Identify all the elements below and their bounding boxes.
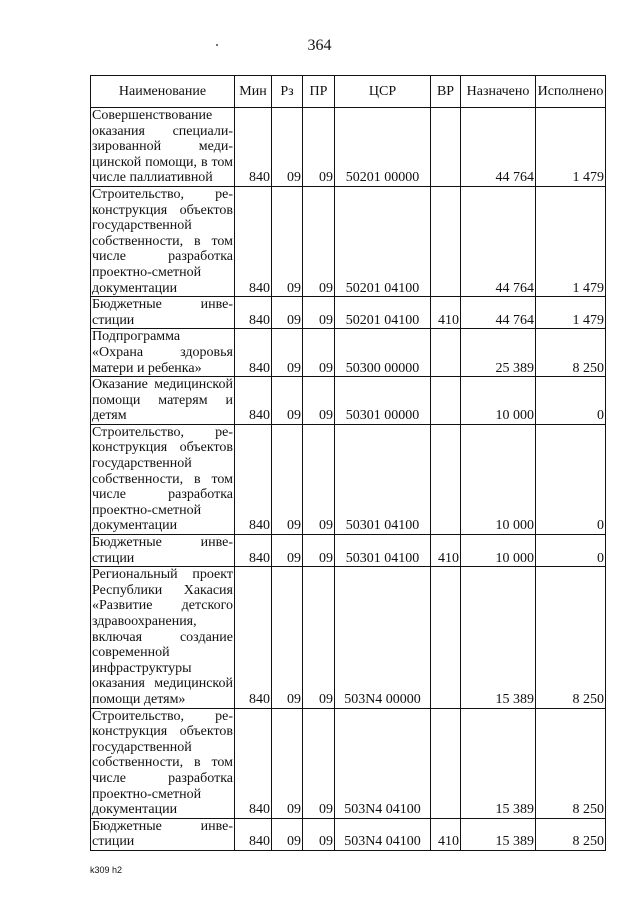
cell-assigned: 10 000 [461, 424, 536, 534]
cell-pr: 09 [303, 329, 335, 377]
table-row [91, 818, 606, 850]
cell-csr: 50300 00000 [335, 329, 431, 377]
cell-vr: 410 [431, 297, 461, 329]
cell-rz: 09 [272, 329, 303, 377]
cell-min: 840 [235, 108, 272, 187]
cell-vr [431, 708, 461, 818]
cell-vr [431, 377, 461, 425]
cell-vr: 410 [431, 535, 461, 567]
header-rz: Рз [272, 76, 303, 108]
cell-vr [431, 424, 461, 534]
table-row [91, 377, 606, 425]
cell-pr: 09 [303, 535, 335, 567]
cell-executed: 8 250 [536, 329, 606, 377]
cell-vr [431, 186, 461, 296]
cell-rz: 09 [272, 297, 303, 329]
cell-csr: 503N4 04100 [335, 708, 431, 818]
cell-pr: 09 [303, 186, 335, 296]
cell-min: 840 [235, 297, 272, 329]
table-row [91, 708, 606, 818]
table-row [91, 329, 606, 377]
cell-csr: 50301 00000 [335, 377, 431, 425]
cell-assigned: 15 389 [461, 567, 536, 708]
cell-assigned: 15 389 [461, 708, 536, 818]
cell-csr: 50301 04100 [335, 424, 431, 534]
cell-name: Бюджетные инвестиции [92, 818, 233, 850]
cell-assigned: 25 389 [461, 329, 536, 377]
cell-assigned: 44 764 [461, 108, 536, 187]
cell-min: 840 [235, 535, 272, 567]
cell-rz: 09 [272, 567, 303, 708]
cell-rz: 09 [272, 535, 303, 567]
header-min: Мин [235, 76, 272, 108]
cell-name: Строительство, реконструкция объектов государственной собственности, в том числе разработка проектно-сметной документации [92, 186, 233, 296]
cell-pr: 09 [303, 818, 335, 850]
cell-min: 840 [235, 708, 272, 818]
cell-rz: 09 [272, 818, 303, 850]
cell-csr: 50301 04100 [335, 535, 431, 567]
cell-pr: 09 [303, 567, 335, 708]
footer-code: k309 h2 [90, 865, 123, 875]
page-number: 364 [307, 37, 332, 54]
cell-csr: 503N4 00000 [335, 567, 431, 708]
table-header-row [91, 76, 606, 108]
cell-name: Строительство, реконструкция объектов государственной собственности, в том числе разработка проектно-сметной документации [92, 424, 233, 534]
header-executed: Исполнено [536, 76, 606, 108]
cell-csr: 50201 00000 [335, 108, 431, 187]
budget-table [90, 75, 606, 851]
cell-executed: 1 479 [536, 297, 606, 329]
cell-executed: 8 250 [536, 567, 606, 708]
cell-name: Строительство, реконструкция объектов государственной собственности, в том числе разработка проектно-сметной документации [92, 708, 233, 818]
cell-executed: 0 [536, 424, 606, 534]
cell-vr: 410 [431, 818, 461, 850]
cell-name: Оказание медицинской помощи матерям и детям [92, 377, 233, 424]
header-vr: ВР [431, 76, 461, 108]
header-csr: ЦСР [335, 76, 431, 108]
cell-vr [431, 329, 461, 377]
cell-executed: 0 [536, 535, 606, 567]
cell-name: Совершенствование оказания специализированной медицинской помощи, в том числе паллиативной [92, 108, 233, 186]
table-row [91, 535, 606, 567]
table-row [91, 297, 606, 329]
cell-pr: 09 [303, 708, 335, 818]
cell-executed: 8 250 [536, 708, 606, 818]
cell-pr: 09 [303, 108, 335, 187]
cell-min: 840 [235, 186, 272, 296]
cell-name: Бюджетные инвестиции [92, 297, 233, 328]
cell-vr [431, 567, 461, 708]
cell-rz: 09 [272, 377, 303, 425]
scan-speck [216, 44, 218, 46]
cell-assigned: 10 000 [461, 535, 536, 567]
header-pr: ПР [303, 76, 335, 108]
cell-pr: 09 [303, 297, 335, 329]
cell-assigned: 44 764 [461, 297, 536, 329]
cell-rz: 09 [272, 108, 303, 187]
cell-rz: 09 [272, 708, 303, 818]
cell-name: Подпрограмма «Охрана здоровья матери и ребенка» [92, 329, 233, 376]
cell-name: Региональный проект Республики Хакасия «Развитие детского здравоохранения, включая создание современной инфраструктуры оказания медицинской помощи детям» [92, 567, 233, 707]
table-row [91, 424, 606, 534]
cell-min: 840 [235, 377, 272, 425]
cell-rz: 09 [272, 424, 303, 534]
cell-csr: 50201 04100 [335, 297, 431, 329]
cell-min: 840 [235, 567, 272, 708]
cell-executed: 8 250 [536, 818, 606, 850]
cell-pr: 09 [303, 424, 335, 534]
table-row [91, 186, 606, 296]
cell-assigned: 10 000 [461, 377, 536, 425]
cell-executed: 1 479 [536, 108, 606, 187]
cell-name: Бюджетные инвестиции [92, 535, 233, 566]
cell-min: 840 [235, 818, 272, 850]
cell-min: 840 [235, 329, 272, 377]
cell-pr: 09 [303, 377, 335, 425]
cell-assigned: 15 389 [461, 818, 536, 850]
header-assigned: Назначено [461, 76, 536, 108]
cell-assigned: 44 764 [461, 186, 536, 296]
cell-vr [431, 108, 461, 187]
cell-min: 840 [235, 424, 272, 534]
table-row [91, 108, 606, 187]
cell-csr: 50201 04100 [335, 186, 431, 296]
table-body [91, 108, 606, 851]
header-name: Наименование [91, 76, 235, 108]
cell-csr: 503N4 04100 [335, 818, 431, 850]
cell-executed: 0 [536, 377, 606, 425]
cell-rz: 09 [272, 186, 303, 296]
cell-executed: 1 479 [536, 186, 606, 296]
table-row [91, 567, 606, 708]
